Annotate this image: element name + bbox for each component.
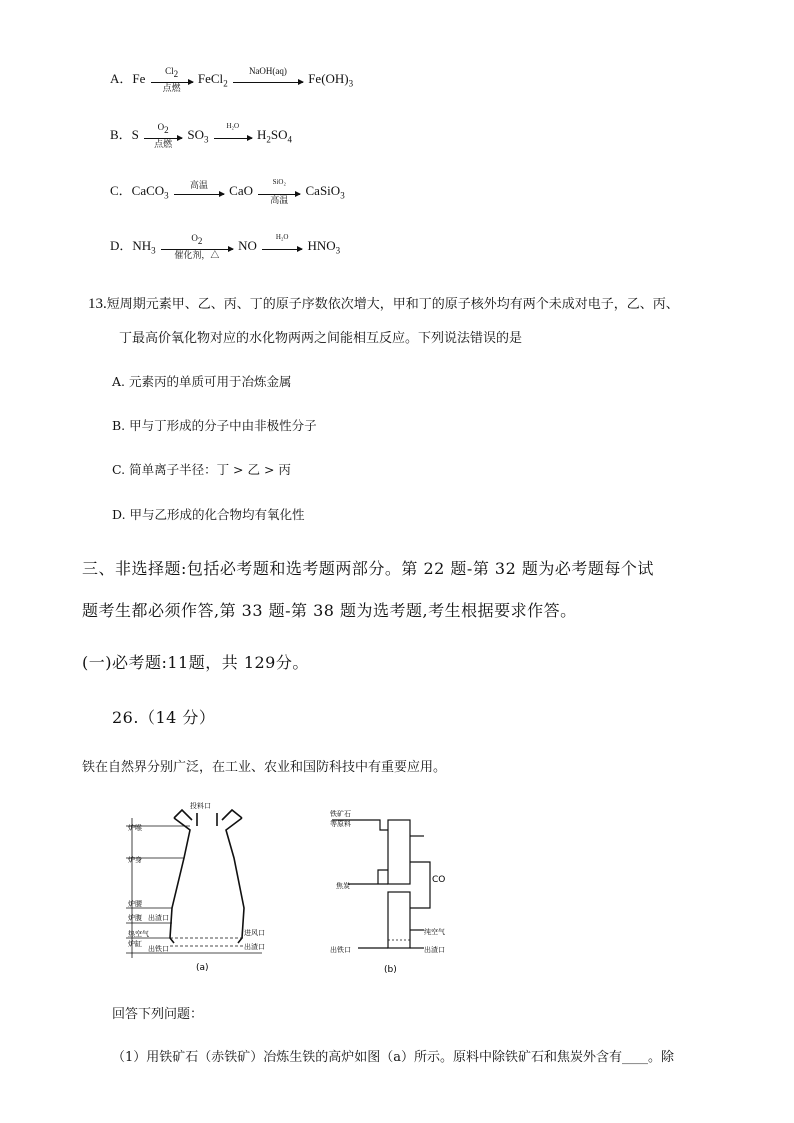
question-26-header: 26.（14 分） bbox=[112, 708, 216, 727]
label-waist: 炉腰 bbox=[128, 900, 142, 908]
figure-b-process-flow bbox=[328, 806, 468, 978]
label-feed-port: 投料口 bbox=[190, 802, 211, 810]
q13-option-c[interactable]: C. 简单离子半径：丁 > 乙 > 丙 bbox=[112, 462, 291, 477]
option-c-equation: C．CaCO$_3$ 高温 CaO SiO₂ 高温 CaSiO$_3$ bbox=[110, 177, 345, 205]
section-3-line2: 题考生都必须作答,第 33 题-第 38 题为选考题,考生根据要求作答。 bbox=[82, 601, 577, 620]
label-slag-b: 出渣口 bbox=[424, 946, 445, 954]
label-slag-a: 出渣口 bbox=[148, 914, 169, 922]
section-3-line1: 三、非选择题:包括必考题和选考题两部分。第 22 题-第 32 题为必考题每个试 bbox=[82, 559, 654, 578]
answer-prompt: 回答下列问题： bbox=[112, 1007, 204, 1022]
label-other-materials: 等原料 bbox=[330, 820, 351, 828]
option-b-equation: B．S $O_2$ 点燃 $SO_3$ H₂O $H_2SO_4$ bbox=[110, 121, 293, 149]
reaction-arrow: SiO₂ 高温 bbox=[258, 190, 300, 195]
label-tuyere: 进风口 bbox=[244, 929, 265, 937]
label-co: CO bbox=[432, 875, 446, 885]
reaction-arrow: H₂O bbox=[214, 134, 252, 139]
label-coke: 焦炭 bbox=[336, 882, 350, 890]
reaction-arrow: $O_2$ 点燃 bbox=[144, 134, 182, 139]
required-questions-heading: (一)必考题:11题，共 129分。 bbox=[82, 653, 309, 672]
option-d-equation: D．$NH_3$ $O_2$ 催化剂，△ NO H₂O $HNO_3$ bbox=[110, 232, 341, 260]
question-13-line2: 丁最高价氧化物对应的水化物两两之间能相互反应。下列说法错误的是 bbox=[119, 331, 523, 346]
label-iron-ore: 铁矿石 bbox=[330, 810, 351, 818]
reaction-arrow: H₂O bbox=[262, 245, 302, 250]
reaction-arrow: 高温 bbox=[174, 190, 224, 195]
question-number: 13. bbox=[88, 296, 107, 312]
label-slag-a2: 出渣口 bbox=[244, 943, 265, 951]
label-shaft: 炉身 bbox=[128, 856, 142, 864]
reaction-arrow: $Cl_2$ 点燃 bbox=[151, 78, 193, 83]
figure-a-blast-furnace bbox=[112, 798, 272, 978]
label-belly: 炉腹 bbox=[128, 914, 142, 922]
reaction-arrow: NaOH(aq) bbox=[233, 78, 303, 83]
label-hot-air: 热空气 bbox=[128, 930, 149, 938]
question-13-line1: 13.短周期元素甲、乙、丙、丁的原子序数依次增大，甲和丁的原子核外均有两个未成对电子，乙、丙、 bbox=[88, 296, 679, 312]
figure-b-caption: (b) bbox=[384, 965, 397, 975]
label-hearth: 炉缸 bbox=[128, 940, 142, 948]
option-a-equation: A．Fe $Cl_2$ 点燃 FeCl$_2$ NaOH(aq) $Fe(OH)_3$ bbox=[110, 65, 354, 93]
q13-option-a[interactable]: A. 元素丙的单质可用于冶炼金属 bbox=[112, 374, 292, 389]
reaction-arrow: $O_2$ 催化剂，△ bbox=[161, 245, 233, 250]
sub-question-1: （1）用铁矿石（赤铁矿）冶炼生铁的高炉如图（a）所示。原料中除铁矿石和焦炭外含有____。除 bbox=[112, 1050, 675, 1065]
question-26-intro: 铁在自然界分别广泛，在工业、农业和国防科技中有重要应用。 bbox=[82, 760, 447, 775]
label-iron-b: 出铁口 bbox=[330, 946, 351, 954]
q13-option-b[interactable]: B. 甲与丁形成的分子中由非极性分子 bbox=[112, 418, 317, 433]
label-pure-air: 纯空气 bbox=[424, 928, 445, 936]
q13-option-d[interactable]: D. 甲与乙形成的化合物均有氧化性 bbox=[112, 507, 305, 522]
figure-a-caption: (a) bbox=[196, 963, 209, 973]
label-throat: 炉喉 bbox=[128, 824, 142, 832]
label-iron-a: 出铁口 bbox=[148, 945, 169, 953]
